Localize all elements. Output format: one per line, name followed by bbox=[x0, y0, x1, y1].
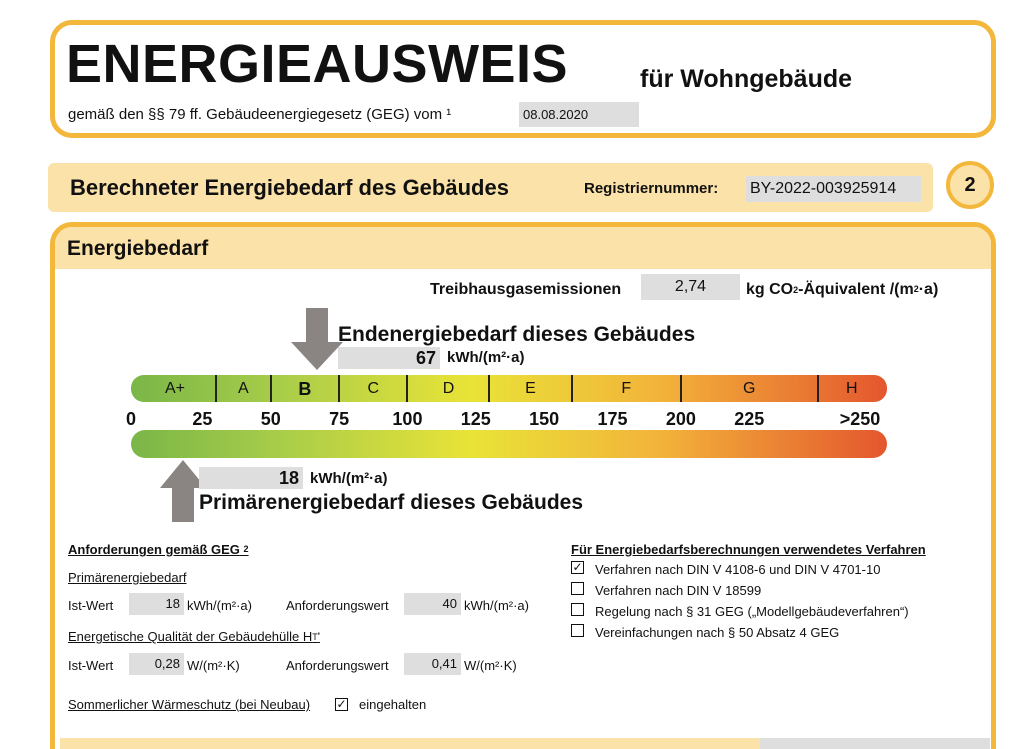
efficiency-class-divider bbox=[406, 375, 408, 402]
scale-label: 200 bbox=[665, 409, 696, 429]
scale-label: 150 bbox=[529, 409, 560, 429]
method-checkbox-model-building[interactable] bbox=[571, 603, 584, 616]
efficiency-class-divider bbox=[270, 375, 272, 402]
method-checkbox-din-18599[interactable] bbox=[571, 582, 584, 595]
method-label-din-4108: Verfahren nach DIN V 4108-6 und DIN V 4701-10 bbox=[595, 562, 881, 577]
issue-date-field[interactable]: 08.08.2020 bbox=[519, 102, 639, 127]
method-label-din-18599: Verfahren nach DIN V 18599 bbox=[595, 583, 762, 598]
primary-actual-label: Ist-Wert bbox=[68, 598, 114, 613]
ghg-value-field[interactable]: 2,74 bbox=[641, 274, 740, 300]
ghg-label: Treibhausgasemissionen bbox=[430, 281, 622, 298]
final-energy-value-field[interactable]: 67 bbox=[338, 347, 440, 369]
primary-energy-value-field[interactable]: 18 bbox=[199, 467, 303, 489]
method-check-icon: ✓ bbox=[572, 560, 583, 574]
efficiency-class-g: G bbox=[743, 380, 756, 397]
efficiency-class-f: F bbox=[621, 380, 632, 397]
efficiency-class-divider bbox=[215, 375, 217, 402]
envelope-actual-label: Ist-Wert bbox=[68, 658, 114, 673]
envelope-requirement-field[interactable]: 0,41 bbox=[404, 653, 461, 675]
final-energy-down-arrow-icon bbox=[291, 308, 343, 370]
efficiency-class-divider bbox=[817, 375, 819, 402]
scale-label: 0 bbox=[125, 409, 136, 429]
registration-label: Registriernummer: bbox=[584, 180, 719, 197]
energy-demand-title: Energiebedarf bbox=[67, 237, 209, 260]
scale-label: 125 bbox=[460, 409, 491, 429]
scale-label: 225 bbox=[734, 409, 765, 429]
envelope-quality-heading: Energetische Qualität der Gebäudehülle HT' bbox=[68, 629, 320, 644]
efficiency-class-b: B bbox=[298, 379, 312, 399]
efficiency-class-divider bbox=[338, 375, 340, 402]
envelope-requirement-label: Anforderungswert bbox=[286, 658, 389, 673]
methods-heading: Für Energiebedarfsberechnungen verwendetes Verfahren bbox=[571, 542, 926, 557]
page-number-badge: 2 bbox=[946, 161, 994, 209]
final-energy-unit: kWh/(m²·a) bbox=[447, 349, 525, 366]
document-subtitle: für Wohngebäude bbox=[640, 65, 853, 93]
primary-requirement-unit: kWh/(m²·a) bbox=[464, 598, 529, 613]
primary-energy-unit: kWh/(m²·a) bbox=[310, 470, 388, 487]
legal-basis-text: gemäß den §§ 79 ff. Gebäudeenergiegesetz (GEG) vom ¹ bbox=[68, 106, 452, 123]
envelope-actual-unit: W/(m²·K) bbox=[187, 658, 240, 673]
efficiency-class-aplus: A+ bbox=[165, 380, 186, 397]
next-section-band bbox=[60, 738, 760, 749]
next-section-field bbox=[760, 738, 990, 749]
primary-requirement-label: Anforderungswert bbox=[286, 598, 389, 613]
efficiency-class-c: C bbox=[367, 380, 380, 397]
efficiency-class-divider bbox=[680, 375, 682, 402]
summer-protection-checkbox[interactable] bbox=[335, 698, 348, 711]
primary-energy-bar bbox=[131, 430, 887, 458]
scale-label: 50 bbox=[260, 409, 281, 429]
requirements-heading: Anforderungen gemäß GEG $^2$ bbox=[68, 542, 249, 557]
efficiency-class-d: D bbox=[442, 380, 455, 397]
primary-requirement-field[interactable]: 40 bbox=[404, 593, 461, 615]
method-label-model-building: Regelung nach § 31 GEG („Modellgebäudeverfahren“) bbox=[595, 604, 909, 619]
envelope-actual-field[interactable]: 0,28 bbox=[129, 653, 184, 675]
section-title: Berechneter Energiebedarf des Gebäudes bbox=[70, 175, 509, 200]
scale-label: 100 bbox=[392, 409, 423, 429]
primary-actual-unit: kWh/(m²·a) bbox=[187, 598, 252, 613]
scale-label: 75 bbox=[329, 409, 350, 429]
efficiency-class-divider bbox=[571, 375, 573, 402]
ghg-unit: kg CO2-Äquivalent $/(m^2\cdot a)$ bbox=[746, 281, 939, 298]
primary-actual-field[interactable]: 18 bbox=[129, 593, 184, 615]
scale-label: >250 bbox=[839, 409, 881, 429]
method-label-simplification: Vereinfachungen nach § 50 Absatz 4 GEG bbox=[595, 625, 840, 640]
summer-protection-label: Sommerlicher Wärmeschutz (bei Neubau) bbox=[68, 697, 311, 712]
efficiency-class-h: H bbox=[846, 380, 858, 397]
efficiency-class-e: E bbox=[525, 380, 536, 397]
method-checkbox-din-4108[interactable] bbox=[571, 561, 584, 574]
primary-requirement-heading: Primärenergiebedarf bbox=[68, 570, 187, 585]
primary-energy-title: Primärenergiebedarf dieses Gebäudes bbox=[199, 491, 583, 514]
scale-label: 25 bbox=[192, 409, 213, 429]
efficiency-class-divider bbox=[488, 375, 490, 402]
method-checkbox-simplification[interactable] bbox=[571, 624, 584, 637]
final-energy-title: Endenergiebedarf dieses Gebäudes bbox=[338, 323, 696, 346]
summer-check-icon: ✓ bbox=[336, 697, 347, 711]
scale-label: 175 bbox=[597, 409, 628, 429]
efficiency-class-a: A bbox=[238, 380, 249, 397]
envelope-requirement-unit: W/(m²·K) bbox=[464, 658, 517, 673]
registration-number-field[interactable]: BY-2022-003925914 bbox=[746, 176, 921, 202]
document-title: ENERGIEAUSWEIS bbox=[66, 34, 569, 94]
summer-protection-status: eingehalten bbox=[359, 697, 427, 712]
